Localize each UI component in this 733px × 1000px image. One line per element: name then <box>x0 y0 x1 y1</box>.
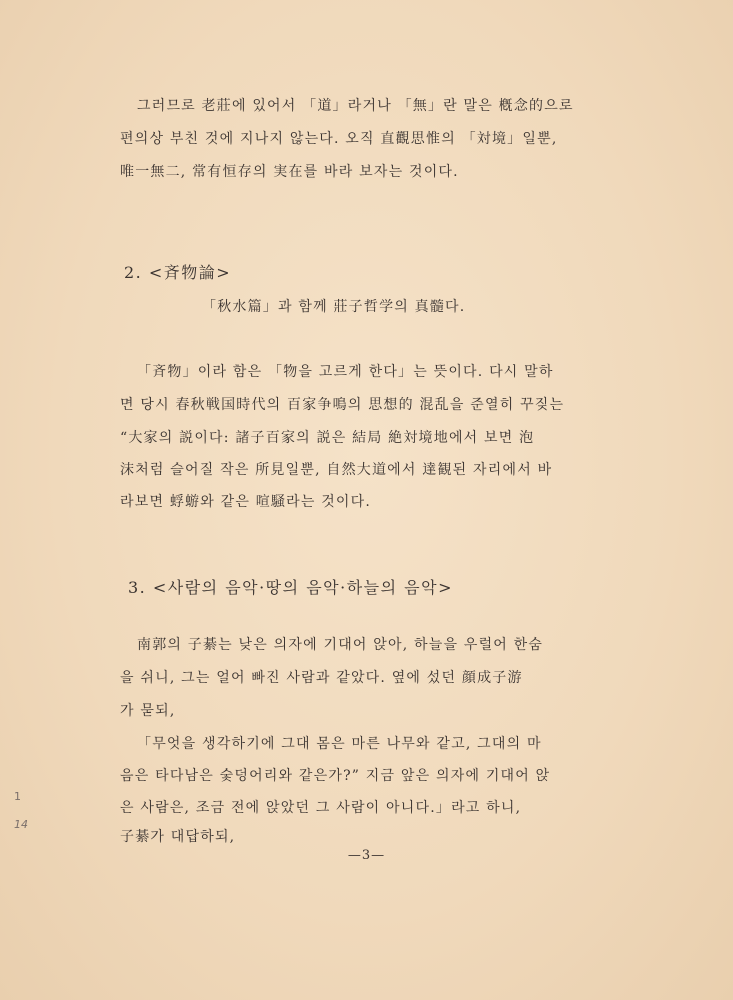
section-2-line-3: “大家의 説이다: 諸子百家의 説은 結局 絶対境地에서 보면 泡 <box>120 430 535 446</box>
section-2-heading: 2. <斉物論> <box>124 263 232 282</box>
section-3-p1-line-3: 가 묻되, <box>120 703 176 719</box>
section-2-subtitle: 「秋水篇」과 함께 莊子哲学의 真髓다. <box>202 299 466 315</box>
section-3-p2-line-3: 은 사람은, 조금 전에 앉았던 그 사람이 아니다.」라고 하니, <box>120 800 522 816</box>
section-2-line-4: 沫처럼 슬어질 작은 所見일뿐, 自然大道에서 達観된 자리에서 바 <box>120 462 553 478</box>
margin-mark-1: 1 <box>14 790 21 803</box>
intro-line-1: 그러므로 老莊에 있어서 「道」라거나 「無」란 말은 槪念的으로 <box>137 98 574 114</box>
section-3-p1-line-1: 南郭의 子綦는 낮은 의자에 기대어 앉아, 하늘을 우럴어 한숨 <box>137 637 544 653</box>
section-2-line-5: 라보면 蜉蝣와 같은 喧騒라는 것이다. <box>120 494 372 510</box>
intro-line-3: 唯一無二, 常有恒存의 実在를 바라 보자는 것이다. <box>120 164 459 180</box>
section-3-p2-line-2: 음은 타다남은 숯덩어리와 같은가?” 지금 앞은 의자에 기대어 앉 <box>120 768 551 784</box>
page-number: —3— <box>347 848 386 863</box>
section-3-p2-line-4: 子綦가 대답하되, <box>120 829 236 845</box>
section-3-p2-line-1: 「무엇을 생각하기에 그대 몸은 마른 나무와 같고, 그대의 마 <box>137 736 542 752</box>
intro-line-2: 편의상 부친 것에 지나지 않는다. 오직 直觀思惟의 「対境」일뿐, <box>120 131 558 147</box>
section-3-heading: 3. <사람의 음악·땅의 음악·하늘의 음악> <box>128 578 453 597</box>
margin-mark-2: 14 <box>14 818 28 831</box>
section-3-p1-line-2: 을 쉬니, 그는 얼어 빠진 사람과 같았다. 옆에 섰던 顔成子游 <box>120 670 523 686</box>
section-2-line-1: 「斉物」이라 함은 「物을 고르게 한다」는 뜻이다. 다시 말하 <box>137 364 554 380</box>
section-2-line-2: 면 당시 春秋戦国時代의 百家争鳴의 思想的 混乱을 준열히 꾸짖는 <box>120 397 565 413</box>
